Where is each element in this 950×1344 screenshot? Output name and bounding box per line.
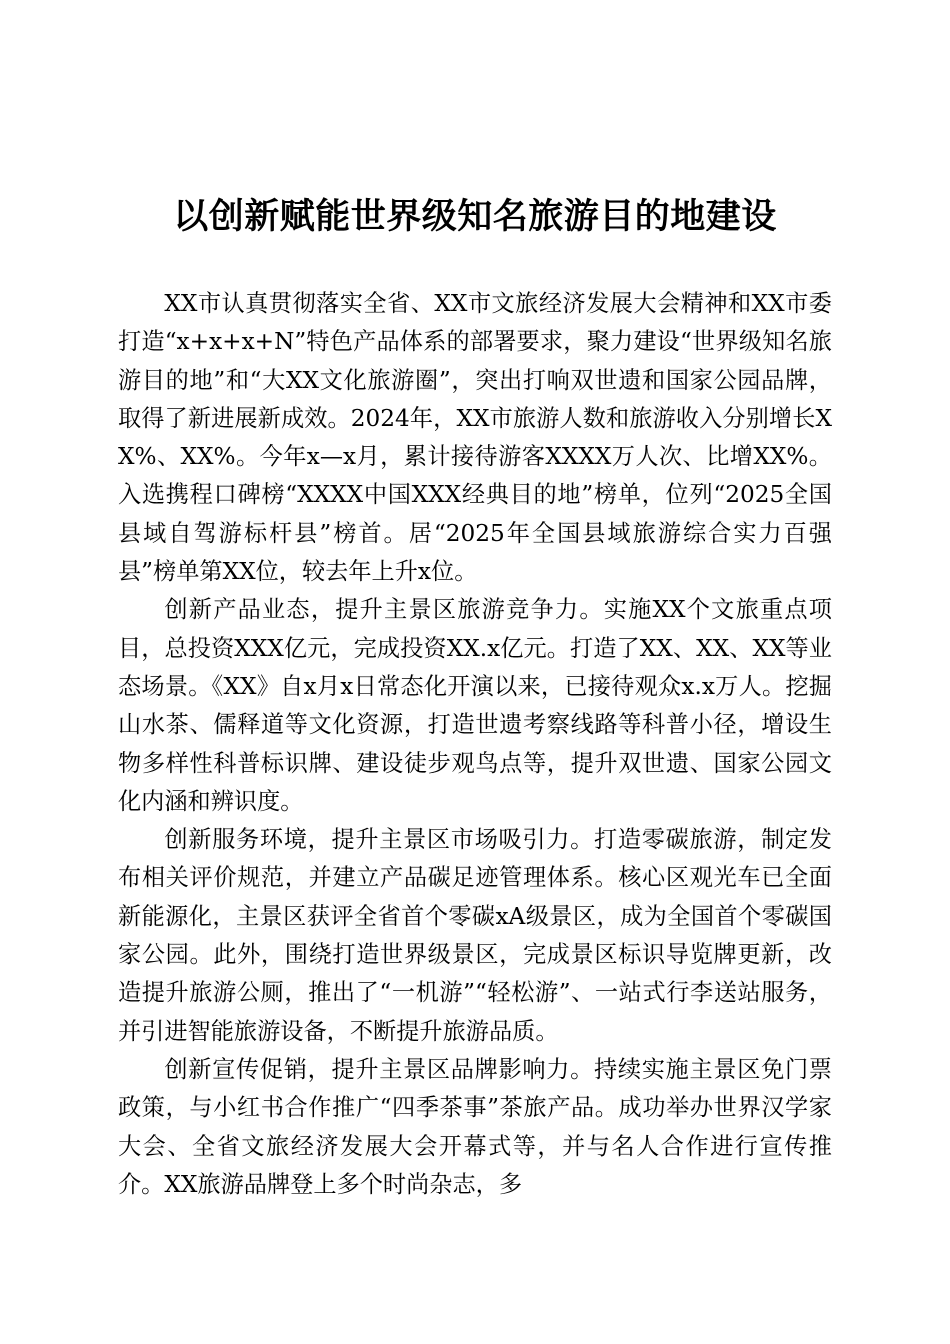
paragraph-products: 创新产品业态，提升主景区旅游竞争力。实施XX个文旅重点项目，总投资XXX亿元，完成投资XX.x亿元。打造了XX、XX、XX等业态场景。《XX》自x月x日常态化开演以来，已接待观众x.x万人。挖掘山水茶、儒释道等文化资源，打造世遗考察线路等科普小径，增设生物多样性科普标识牌、建设徒步观鸟点等，提升双世遗、国家公园文化内涵和辨识度。 xyxy=(118,596,832,815)
paragraph-promotion: 创新宣传促销，提升主景区品牌影响力。持续实施主景区免门票政策，与小红书合作推广“四季茶事”茶旅产品。成功举办世界汉学家大会、全省文旅经济发展大会开幕式等，并与名人合作进行宣传推介。XX旅游品牌登上多个时尚杂志，多 xyxy=(118,1055,832,1198)
paragraph-intro: XX市认真贯彻落实全省、XX市文旅经济发展大会精神和XX市委打造“x+x+x+N”特色产品体系的部署要求，聚力建设“世界级知名旅游目的地”和“大XX文化旅游圈”，突出打响双世遗和国家公园品牌，取得了新进展新成效。2024年，XX市旅游人数和旅游收入分别增长XX%、XX%。今年x—x月，累计接待游客XXXX万人次、比增XX%。入选携程口碑榜“XXXX中国XXX经典目的地”榜单，位列“2025全国县域自驾游标杆县”榜首。居“2025年全国县域旅游综合实力百强县”榜单第XX位，较去年上升x位。 xyxy=(118,290,832,586)
document-body xyxy=(118,285,832,1204)
paragraph-services: 创新服务环境，提升主景区市场吸引力。打造零碳旅游，制定发布相关评价规范，并建立产品碳足迹管理体系。核心区观光车已全面新能源化，主景区获评全省首个零碳xA级景区，成为全国首个零碳国家公园。此外，围绕打造世界级景区，完成景区标识导览牌更新，改造提升旅游公厕，推出了“一机游”“轻松游”、一站式行李送站服务，并引进智能旅游设备，不断提升旅游品质。 xyxy=(118,826,832,1045)
document-title: 以创新赋能世界级知名旅游目的地建设 xyxy=(173,196,777,237)
